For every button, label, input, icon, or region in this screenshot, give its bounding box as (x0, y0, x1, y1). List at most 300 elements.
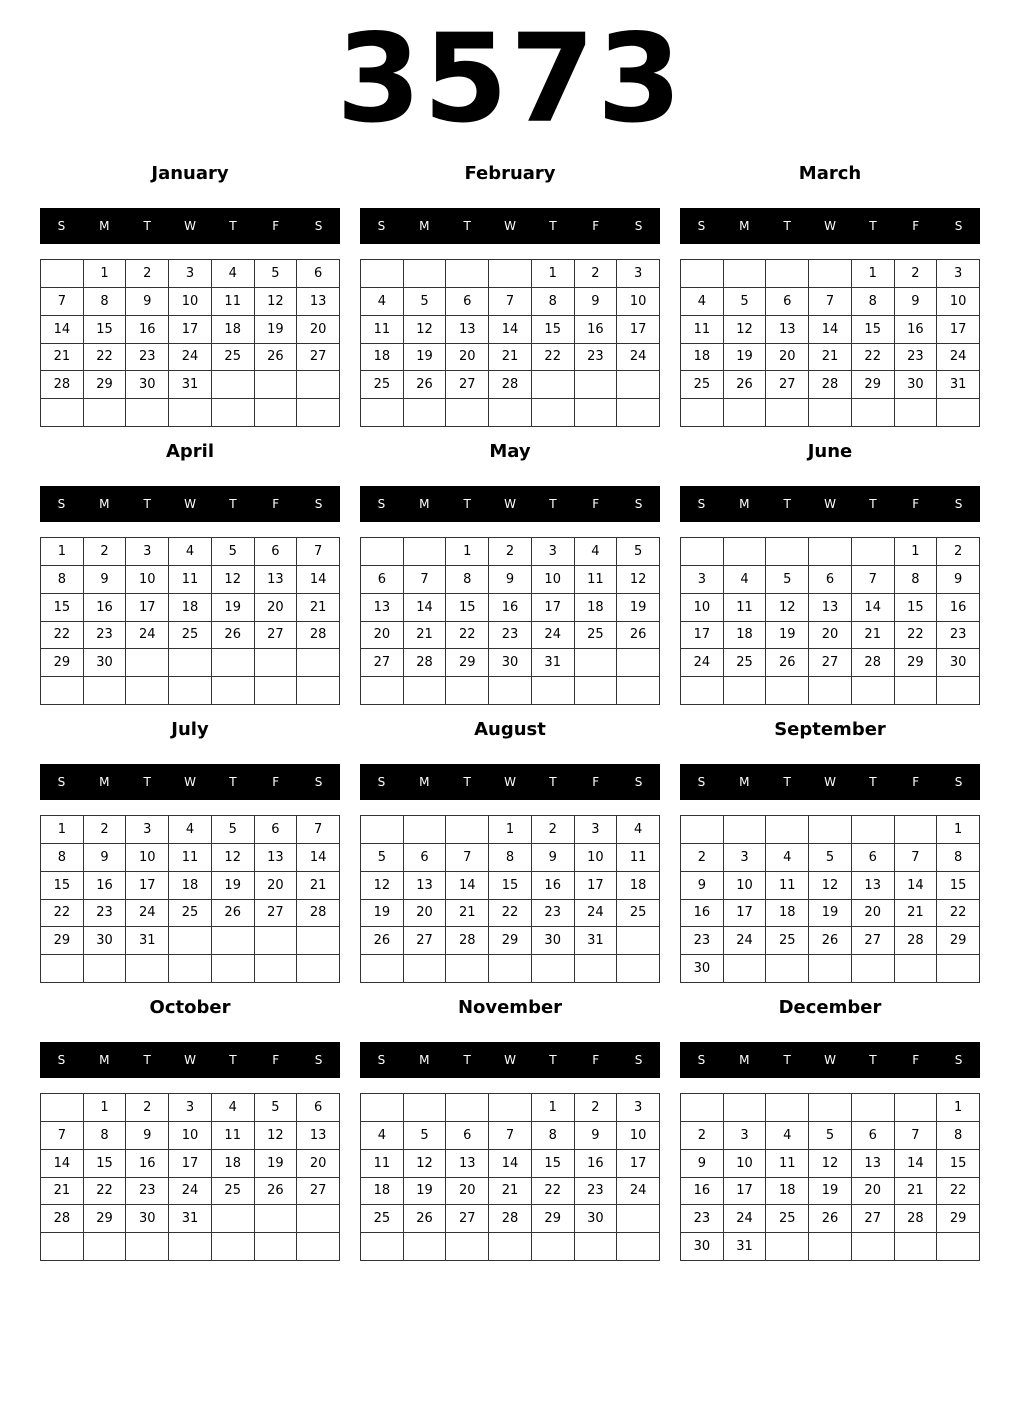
weekday-label: T (229, 775, 237, 789)
empty-day-cell (84, 677, 127, 705)
weekday-label: T (869, 219, 877, 233)
day-cell: 26 (212, 622, 255, 650)
weekday-label: S (314, 497, 323, 511)
empty-day-cell (895, 1094, 938, 1122)
weekday-label: S (57, 497, 66, 511)
empty-day-cell (297, 399, 340, 427)
weekday-label: S (697, 497, 706, 511)
day-cell: 27 (297, 1178, 340, 1206)
empty-day-cell (681, 538, 724, 566)
day-cell: 21 (895, 1178, 938, 1206)
day-cell: 24 (937, 344, 980, 372)
empty-day-cell (489, 1094, 532, 1122)
day-cell: 27 (404, 927, 447, 955)
day-cell: 27 (809, 649, 852, 677)
empty-day-cell (681, 260, 724, 288)
empty-day-cell (255, 371, 298, 399)
day-cell: 2 (532, 816, 575, 844)
weekday-label: W (824, 1053, 836, 1067)
weekday-header (360, 1042, 660, 1078)
weekday-label: M (99, 219, 110, 233)
day-cell: 3 (126, 816, 169, 844)
weekday-label: W (824, 775, 836, 789)
weekday-label: S (634, 497, 643, 511)
day-cell: 29 (84, 371, 127, 399)
day-cell: 1 (532, 260, 575, 288)
day-cell: 24 (681, 649, 724, 677)
day-cell: 13 (446, 316, 489, 344)
day-cell: 7 (489, 1122, 532, 1150)
day-cell: 3 (937, 260, 980, 288)
day-cell: 9 (681, 1150, 724, 1178)
empty-day-cell (809, 955, 852, 983)
day-cell: 13 (809, 594, 852, 622)
day-cell: 19 (404, 344, 447, 372)
empty-day-cell (852, 1094, 895, 1122)
empty-day-cell (852, 538, 895, 566)
day-cell: 11 (617, 844, 660, 872)
day-cell: 25 (575, 622, 618, 650)
empty-day-cell (404, 399, 447, 427)
empty-day-cell (489, 399, 532, 427)
day-cell: 23 (575, 1178, 618, 1206)
empty-day-cell (255, 399, 298, 427)
empty-day-cell (937, 399, 980, 427)
day-cell: 14 (809, 316, 852, 344)
empty-day-cell (532, 677, 575, 705)
empty-day-cell (41, 1094, 84, 1122)
day-cell: 25 (766, 1205, 809, 1233)
day-cell: 14 (446, 872, 489, 900)
empty-day-cell (809, 399, 852, 427)
empty-day-cell (84, 399, 127, 427)
weekday-label: T (463, 219, 471, 233)
day-cell: 15 (937, 872, 980, 900)
empty-day-cell (212, 927, 255, 955)
weekday-label: W (504, 497, 516, 511)
weekday-label: S (954, 1053, 963, 1067)
day-cell: 18 (212, 316, 255, 344)
day-cell: 1 (532, 1094, 575, 1122)
day-cell: 10 (617, 1122, 660, 1150)
day-cell: 13 (446, 1150, 489, 1178)
day-cell: 17 (724, 1178, 767, 1206)
day-cell: 7 (41, 288, 84, 316)
day-cell: 9 (575, 288, 618, 316)
day-cell: 24 (617, 1178, 660, 1206)
empty-day-cell (852, 816, 895, 844)
weekday-label: M (99, 497, 110, 511)
day-cell: 30 (937, 649, 980, 677)
weekday-label: F (912, 497, 920, 511)
day-cell: 27 (255, 622, 298, 650)
day-cell: 22 (532, 1178, 575, 1206)
weekday-label: F (912, 219, 920, 233)
day-cell: 3 (617, 1094, 660, 1122)
day-cell: 30 (681, 955, 724, 983)
day-cell: 30 (681, 1233, 724, 1261)
empty-day-cell (809, 1094, 852, 1122)
empty-day-cell (532, 955, 575, 983)
empty-day-cell (212, 649, 255, 677)
empty-day-cell (724, 677, 767, 705)
weekday-label: T (869, 497, 877, 511)
empty-day-cell (41, 677, 84, 705)
day-cell: 26 (617, 622, 660, 650)
day-cell: 8 (895, 566, 938, 594)
month-name: November (457, 997, 563, 1018)
day-cell: 4 (212, 260, 255, 288)
day-cell: 21 (41, 1178, 84, 1206)
day-cell: 26 (766, 649, 809, 677)
day-cell: 27 (297, 344, 340, 372)
day-cell: 2 (489, 538, 532, 566)
empty-day-cell (446, 399, 489, 427)
day-cell: 3 (724, 1122, 767, 1150)
weekday-label: F (272, 775, 280, 789)
weekday-label: T (229, 1053, 237, 1067)
day-cell: 12 (255, 288, 298, 316)
day-cell: 5 (617, 538, 660, 566)
day-cell: 11 (724, 594, 767, 622)
day-cell: 30 (532, 927, 575, 955)
weekday-label: S (377, 219, 386, 233)
day-cell: 8 (41, 844, 84, 872)
day-cell: 10 (724, 872, 767, 900)
day-cell: 25 (212, 344, 255, 372)
day-cell: 26 (255, 1178, 298, 1206)
empty-day-cell (617, 927, 660, 955)
empty-day-cell (361, 1094, 404, 1122)
day-cell: 4 (169, 816, 212, 844)
day-cell: 5 (212, 816, 255, 844)
day-cell: 9 (895, 288, 938, 316)
day-cell: 6 (446, 1122, 489, 1150)
day-cell: 28 (446, 927, 489, 955)
day-cell: 11 (766, 872, 809, 900)
month-name: August (474, 719, 546, 740)
empty-day-cell (41, 260, 84, 288)
weekday-label: T (783, 1053, 791, 1067)
day-cell: 11 (169, 844, 212, 872)
day-cell: 18 (169, 594, 212, 622)
day-cell: 16 (489, 594, 532, 622)
day-cell: 17 (169, 1150, 212, 1178)
day-cell: 3 (169, 260, 212, 288)
empty-day-cell (809, 677, 852, 705)
day-cell: 20 (852, 900, 895, 928)
empty-day-cell (212, 1233, 255, 1261)
empty-day-cell (361, 955, 404, 983)
day-cell: 18 (766, 900, 809, 928)
year-title: 3573 (336, 8, 684, 150)
month-name: April (165, 441, 215, 462)
day-cell: 28 (297, 900, 340, 928)
day-cell: 27 (255, 900, 298, 928)
weekday-label: M (739, 497, 750, 511)
empty-day-cell (255, 927, 298, 955)
day-cell: 12 (212, 566, 255, 594)
weekday-header (680, 764, 980, 800)
day-cell: 29 (446, 649, 489, 677)
empty-day-cell (724, 538, 767, 566)
weekday-label: T (783, 219, 791, 233)
day-cell: 23 (489, 622, 532, 650)
day-cell: 15 (41, 872, 84, 900)
weekday-label: W (184, 775, 196, 789)
day-grid (360, 537, 660, 705)
day-cell: 14 (895, 872, 938, 900)
empty-day-cell (681, 1094, 724, 1122)
empty-day-cell (169, 927, 212, 955)
weekday-label: S (634, 775, 643, 789)
day-cell: 1 (852, 260, 895, 288)
day-cell: 10 (169, 288, 212, 316)
day-cell: 19 (809, 900, 852, 928)
empty-day-cell (617, 649, 660, 677)
weekday-label: S (377, 1053, 386, 1067)
empty-day-cell (681, 677, 724, 705)
day-cell: 22 (446, 622, 489, 650)
empty-day-cell (852, 399, 895, 427)
weekday-label: S (377, 775, 386, 789)
day-cell: 2 (895, 260, 938, 288)
empty-day-cell (255, 677, 298, 705)
weekday-label: S (314, 1053, 323, 1067)
day-cell: 30 (84, 927, 127, 955)
empty-day-cell (852, 955, 895, 983)
day-cell: 5 (809, 1122, 852, 1150)
weekday-label: S (57, 1053, 66, 1067)
empty-day-cell (404, 955, 447, 983)
weekday-label: T (143, 775, 151, 789)
day-cell: 1 (84, 260, 127, 288)
day-cell: 15 (532, 1150, 575, 1178)
day-cell: 31 (532, 649, 575, 677)
day-cell: 8 (41, 566, 84, 594)
day-cell: 9 (681, 872, 724, 900)
day-cell: 24 (169, 344, 212, 372)
empty-day-cell (489, 260, 532, 288)
day-cell: 20 (809, 622, 852, 650)
day-cell: 18 (361, 1178, 404, 1206)
day-cell: 21 (41, 344, 84, 372)
day-cell: 30 (895, 371, 938, 399)
day-grid (360, 1093, 660, 1261)
empty-day-cell (84, 955, 127, 983)
day-cell: 10 (575, 844, 618, 872)
empty-day-cell (724, 1094, 767, 1122)
day-cell: 11 (212, 288, 255, 316)
empty-day-cell (212, 371, 255, 399)
day-cell: 7 (297, 538, 340, 566)
empty-day-cell (809, 260, 852, 288)
empty-day-cell (895, 1233, 938, 1261)
weekday-label: F (272, 497, 280, 511)
day-cell: 2 (126, 260, 169, 288)
day-cell: 21 (852, 622, 895, 650)
day-cell: 8 (446, 566, 489, 594)
day-cell: 12 (255, 1122, 298, 1150)
day-cell: 16 (575, 316, 618, 344)
day-cell: 22 (84, 344, 127, 372)
weekday-label: S (634, 219, 643, 233)
empty-day-cell (446, 677, 489, 705)
weekday-header (680, 486, 980, 522)
day-cell: 27 (446, 371, 489, 399)
day-cell: 30 (84, 649, 127, 677)
day-cell: 18 (361, 344, 404, 372)
day-cell: 6 (297, 260, 340, 288)
day-cell: 3 (681, 566, 724, 594)
weekday-label: F (272, 219, 280, 233)
day-cell: 23 (937, 622, 980, 650)
day-cell: 26 (809, 927, 852, 955)
weekday-label: W (824, 497, 836, 511)
day-grid (680, 537, 980, 705)
day-cell: 12 (617, 566, 660, 594)
day-cell: 13 (297, 1122, 340, 1150)
day-cell: 22 (532, 344, 575, 372)
day-cell: 8 (489, 844, 532, 872)
day-cell: 26 (361, 927, 404, 955)
day-cell: 11 (361, 316, 404, 344)
day-cell: 5 (766, 566, 809, 594)
day-cell: 1 (84, 1094, 127, 1122)
day-cell: 7 (895, 844, 938, 872)
weekday-label: M (739, 1053, 750, 1067)
weekday-label: S (697, 1053, 706, 1067)
weekday-label: F (912, 1053, 920, 1067)
day-cell: 20 (297, 1150, 340, 1178)
day-cell: 13 (361, 594, 404, 622)
weekday-label: T (229, 497, 237, 511)
day-cell: 31 (169, 1205, 212, 1233)
month-name: March (798, 163, 862, 184)
empty-day-cell (297, 1233, 340, 1261)
day-cell: 2 (84, 538, 127, 566)
empty-day-cell (852, 677, 895, 705)
day-grid (360, 815, 660, 983)
day-cell: 19 (255, 1150, 298, 1178)
empty-day-cell (404, 538, 447, 566)
day-cell: 3 (532, 538, 575, 566)
weekday-header (360, 486, 660, 522)
day-cell: 9 (532, 844, 575, 872)
day-cell: 11 (169, 566, 212, 594)
empty-day-cell (766, 816, 809, 844)
day-cell: 23 (126, 344, 169, 372)
day-cell: 19 (212, 872, 255, 900)
weekday-label: S (697, 219, 706, 233)
day-cell: 29 (895, 649, 938, 677)
day-cell: 16 (84, 872, 127, 900)
day-cell: 19 (809, 1178, 852, 1206)
day-cell: 24 (724, 927, 767, 955)
day-cell: 22 (895, 622, 938, 650)
weekday-label: S (57, 219, 66, 233)
day-cell: 18 (575, 594, 618, 622)
day-cell: 21 (489, 1178, 532, 1206)
empty-day-cell (724, 260, 767, 288)
month-name: February (464, 163, 556, 184)
day-cell: 19 (361, 900, 404, 928)
day-cell: 10 (681, 594, 724, 622)
day-cell: 25 (169, 900, 212, 928)
month-name: December (778, 997, 882, 1018)
day-cell: 15 (852, 316, 895, 344)
day-cell: 25 (361, 1205, 404, 1233)
day-cell: 27 (852, 1205, 895, 1233)
empty-day-cell (361, 677, 404, 705)
empty-day-cell (575, 1233, 618, 1261)
weekday-label: S (954, 219, 963, 233)
weekday-label: T (549, 1053, 557, 1067)
weekday-label: S (634, 1053, 643, 1067)
day-cell: 7 (41, 1122, 84, 1150)
empty-day-cell (126, 955, 169, 983)
day-cell: 28 (404, 649, 447, 677)
day-cell: 8 (532, 1122, 575, 1150)
day-cell: 14 (895, 1150, 938, 1178)
day-cell: 24 (724, 1205, 767, 1233)
day-cell: 9 (937, 566, 980, 594)
day-cell: 26 (724, 371, 767, 399)
day-cell: 25 (212, 1178, 255, 1206)
weekday-label: W (184, 1053, 196, 1067)
day-cell: 29 (937, 1205, 980, 1233)
day-cell: 17 (617, 1150, 660, 1178)
empty-day-cell (297, 955, 340, 983)
weekday-label: T (549, 497, 557, 511)
day-cell: 20 (766, 344, 809, 372)
empty-day-cell (169, 399, 212, 427)
day-cell: 10 (532, 566, 575, 594)
day-cell: 13 (297, 288, 340, 316)
empty-day-cell (617, 677, 660, 705)
day-cell: 26 (212, 900, 255, 928)
empty-day-cell (489, 1233, 532, 1261)
day-cell: 17 (575, 872, 618, 900)
day-cell: 8 (532, 288, 575, 316)
weekday-label: M (99, 1053, 110, 1067)
day-grid (40, 259, 340, 427)
empty-day-cell (575, 371, 618, 399)
weekday-label: S (954, 775, 963, 789)
weekday-label: T (463, 775, 471, 789)
day-cell: 20 (297, 316, 340, 344)
day-cell: 9 (489, 566, 532, 594)
day-grid (40, 815, 340, 983)
day-cell: 14 (297, 844, 340, 872)
day-cell: 15 (41, 594, 84, 622)
day-cell: 12 (809, 1150, 852, 1178)
day-cell: 29 (41, 927, 84, 955)
weekday-label: T (549, 775, 557, 789)
day-cell: 5 (255, 260, 298, 288)
day-cell: 14 (489, 1150, 532, 1178)
day-cell: 11 (575, 566, 618, 594)
day-cell: 30 (489, 649, 532, 677)
empty-day-cell (446, 1233, 489, 1261)
day-cell: 13 (852, 1150, 895, 1178)
day-cell: 24 (575, 900, 618, 928)
empty-day-cell (724, 955, 767, 983)
day-cell: 9 (84, 844, 127, 872)
month-name: October (149, 997, 231, 1018)
day-cell: 9 (126, 288, 169, 316)
empty-day-cell (724, 816, 767, 844)
